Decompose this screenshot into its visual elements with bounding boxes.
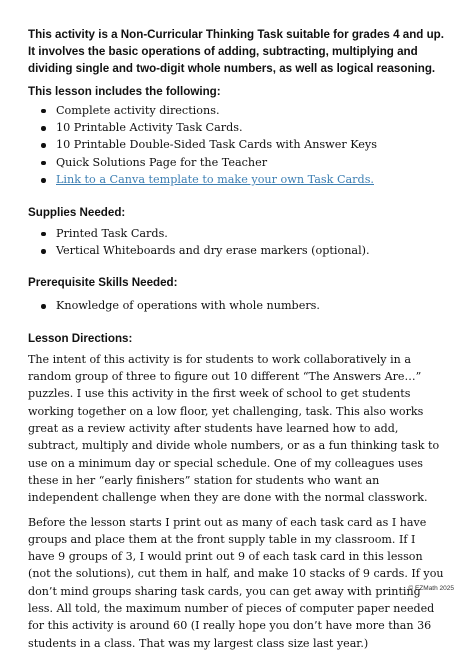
list-item: Complete activity directions. [56,102,444,119]
canva-template-link[interactable]: Link to a Canva template to make your own Task Cards. [56,173,374,187]
prereq-heading: Prerequisite Skills Needed: [28,276,178,290]
list-item: Printed Task Cards. [56,225,444,242]
list-item: Knowledge of operations with whole numbers. [56,297,444,314]
copyright-footer: © EZMath 2025 [408,585,454,592]
supplies-list [28,225,444,260]
supplies-heading: Supplies Needed: [28,205,126,219]
directions-heading: Lesson Directions: [28,331,133,345]
list-item: Quick Solutions Page for the Teacher [56,154,444,171]
directions-paragraph: The intent of this activity is for students to work collaboratively in a random group of three to figure out 10 different “The Answers Are…” puzzles. I use this activity in the first week of school to get students working together on a low floor, yet challenging, task. This also works great as a review activity after students have learned how to add, subtract, multiply and divide whole numbers, or as a fun thinking task to use on a minimum day or special schedule. One of my colleagues uses these in her “early finishers” station for students who want an independent challenge when they are done with the normal classwork. [28,352,440,505]
includes-list [28,102,444,189]
list-item: 10 Printable Activity Task Cards. [56,119,444,136]
directions-paragraph: Before the lesson starts I print out as many of each task card as I have groups and place them at the front supply table in my classroom. If I have 9 groups of 3, I would print out 9 of each task card in this lesson (not the solutions), cut them in half, and make 10 stacks of 9 cards. If you don’t mind groups sharing task cards, you can get away with printing less. All told, the maximum number of pieces of computer paper needed for this activity is around 60 (I really hope you don’t have more than 36 students in a class. That was my largest class size last year.) [28,515,444,650]
list-item [56,171,444,188]
list-item: 10 Printable Double-Sided Task Cards with Answer Keys [56,136,444,153]
intro-paragraph: This activity is a Non-Curricular Thinking Task suitable for grades 4 and up. It involves the basic operations of adding, subtracting, multiplying and dividing single and two-digit whole numbers, as well as logical reasoning. [28,28,444,76]
list-item: Vertical Whiteboards and dry erase markers (optional). [56,242,444,259]
document-page [28,26,444,652]
includes-heading: This lesson includes the following: [28,84,221,98]
prereq-list [28,297,444,314]
